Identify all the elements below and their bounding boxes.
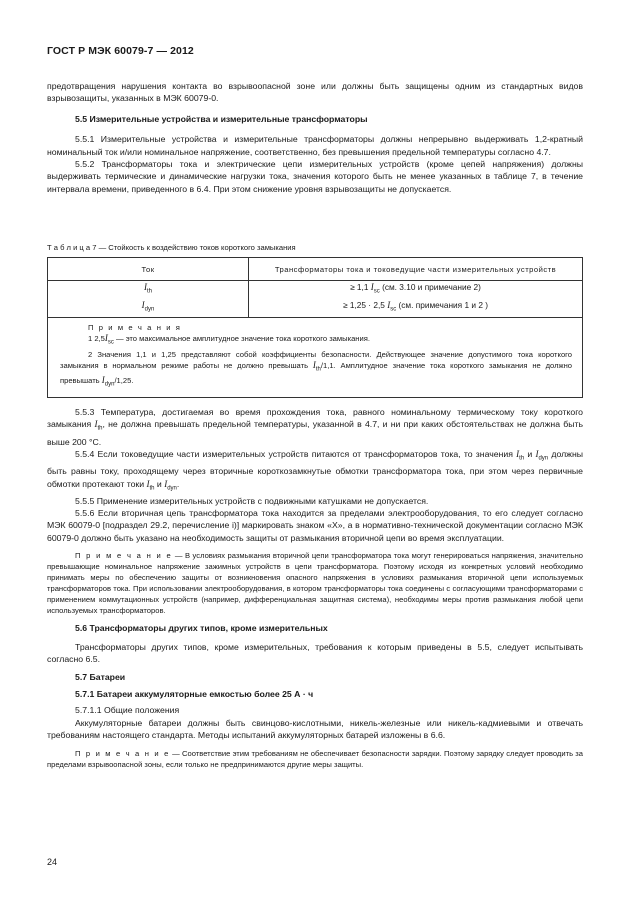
p554-sub-3: th: [149, 485, 155, 492]
p554-sym-4: I: [164, 478, 168, 489]
section-5-7-1-heading: 5.7.1 Батареи аккумуляторные емкостью более 25 А · ч: [75, 688, 314, 699]
p554-sub-4: dyn: [167, 485, 177, 492]
table-note-2: [60, 349, 572, 391]
symbol-ith-sub: th: [146, 289, 152, 295]
symbol-idyn: I: [141, 300, 145, 310]
p554-text-b: и: [524, 448, 536, 459]
p554-text-c: должны быть равны току, проходящему через вторичные короткозамкнутые обмотки трансформатора тока, при этом через первичные обмотки протекают токи: [47, 448, 584, 489]
note-label: П р и м е ч а н и е: [75, 551, 173, 561]
value-1-suffix: (см. 3.10 и примечание 2): [379, 282, 481, 293]
note-label: П р и м е ч а н и е: [75, 748, 170, 758]
symbol-idyn-sub: dyn: [144, 306, 155, 313]
value-2-sub: sc: [390, 306, 397, 313]
section-5-5-heading: 5.5 Измерительные устройства и измерительные трансформаторы: [75, 113, 368, 124]
p553-text-b: , не должна превышать предельной температуры, указанной в 4.7, и ни при каких обстоятельствах не должна быть выше 200 °С.: [47, 419, 584, 447]
value-2-suffix: (см. примечания 1 и 2 ): [396, 300, 489, 310]
body-top: [47, 80, 583, 195]
table-notes-cell: [48, 318, 583, 398]
table-notes-row: [48, 318, 583, 398]
note-2-text-b: /1,1. Амплитудное значение тока короткого замыкания не должно превышать: [60, 360, 573, 386]
note-1-symbol: I: [104, 333, 108, 343]
table-row: [48, 281, 583, 318]
col-header-transformers: Трансформаторы тока и токоведущие части измерительных устройств: [249, 258, 583, 281]
p554-text-a: 5.5.4 Если токоведущие части измерительных устройств питаются от трансформаторов тока, то значения: [75, 448, 517, 459]
value-1-prefix: ≥ 1,1: [350, 282, 371, 293]
paragraph-5-5-3: [47, 406, 583, 448]
value-1-symbol: I: [370, 282, 374, 293]
note-text: — В условиях размыкания вторичной цепи трансформатора тока могут генерироваться напряжения, значительно превышающие номинальное напряжение зажимных устройств в цепи трансформатора. Поэтому исходя из конкретных условий необходимо принимать меры по обеспечению защиты от возникновения опасного напряжения в условиях размыкания вторичной цепи используемых трансформаторов тока. При использовании электрооборудования, в котором трансформаторы тока соединены с согласующими трансформаторами с применением коммутационных устройств (например, дифференциальная защитная система), необходимы меры против размыкания любой цепи используемых трансформаторов.: [47, 551, 584, 616]
p554-text-e: .: [176, 478, 180, 489]
table-7: [47, 257, 583, 398]
note-2-sub-1: th: [315, 366, 321, 373]
paragraph-5-5-5: 5.5.5 Применение измерительных устройств с подвижными катушками не допускается.: [75, 495, 429, 506]
table-header-row: [48, 258, 583, 281]
table-caption-text: — Стойкость к воздействию токов короткого замыкания: [96, 243, 296, 252]
note-2-sub-2: dyn: [104, 381, 115, 388]
p554-text-d: и: [154, 478, 165, 489]
p553-text-a: 5.5.3 Температура, достигаемая во время прохождения тока, равного номинальному термическому току короткого замыкания: [47, 407, 583, 430]
note-1-prefix: 1 2,5: [88, 334, 105, 343]
values-cell: [249, 281, 583, 318]
p553-sub: th: [97, 426, 103, 433]
paragraph-5-5-6: 5.5.6 Если вторичная цепь трансформатора тока находится за пределами электрооборудования, то его следует согласно МЭК 60079-0 [подраздел 29.2, перечисление i)] маркировать знаком «X», а в нормативно-технической документации согласно МЭК 60079-0 должно быть указано на необходимость защиты от размыкания вторичной цепи во время эксплуатации.: [47, 508, 583, 543]
note-5-7: [47, 748, 583, 770]
value-2-prefix: ≥ 1,25 · 2,5: [342, 300, 388, 310]
p554-sub-2: dyn: [538, 455, 549, 462]
paragraph-5-6: Трансформаторы других типов, кроме измерительных, требования к которым приведены в 5.5, следует испытывать согласно 6.5.: [47, 641, 583, 665]
note-text: — Соответствие этим требованиям не обеспечивает безопасности зарядки. Поэтому зарядку следует проводить за пределами взрывоопасной зоны, если только не предпринимаются другие меры защиты.: [47, 748, 583, 769]
p554-sym-2: I: [535, 448, 539, 459]
section-5-7-heading: 5.7 Батареи: [75, 672, 126, 683]
table-7-caption: [47, 243, 296, 252]
body-bottom: [47, 406, 583, 770]
value-1-sub: sc: [373, 289, 380, 295]
table-caption-label: Т а б л и ц а 7: [47, 243, 97, 252]
paragraph-5-5-2: 5.5.2 Трансформаторы тока и электрические цепи измерительных устройств (кроме цепей напряжения) должны выдерживать термические и динамические нагрузки тока, значения которого быть не менее указанных в таблице 7, в течение интервала времени, приведенного в 6.4. При этом снижение уровня взрывозащиты не допускается.: [47, 159, 583, 194]
p554-sym-1: I: [516, 448, 520, 459]
section-5-6-heading: 5.6 Трансформаторы других типов, кроме измерительных: [75, 623, 328, 634]
value-2-symbol: I: [387, 300, 391, 310]
table-notes-label: П р и м е ч а н и я: [88, 323, 182, 332]
intro-paragraph: предотвращения нарушения контакта во взрывоопасной зоне или должны быть защищены одним из стандартных видов взрывозащиты, указанных в МЭК 60079-0.: [47, 81, 583, 104]
note-2-text-a: 2 Значения 1,1 и 1,25 представляют собой коэффициенты безопасности. Действующее значение допустимого тока короткого замыкания в нормальном режиме работы не должно превышать: [60, 349, 572, 370]
p553-symbol: I: [94, 419, 98, 430]
paragraph-5-7-1-1: 5.7.1.1 Общие положения: [75, 705, 180, 716]
note-2-symbol-2: I: [101, 375, 105, 386]
note-1-sub: sc: [107, 339, 114, 346]
paragraph-5-5-1: 5.5.1 Измерительные устройства и измерительные трансформаторы должны непрерывно выдерживать 1,2-кратный номинальный ток и/или номинальное напряжение, соответственно, без превышения предельной температуры согласно 4.7.: [47, 134, 583, 157]
symbol-ith: I: [143, 282, 147, 293]
paragraph-5-5-4: [47, 448, 583, 495]
current-symbols-cell: [48, 281, 249, 318]
col-header-current: Ток: [48, 258, 249, 281]
document-header: ГОСТ Р МЭК 60079-7 — 2012: [47, 45, 194, 57]
note-1-text: — это максимальное амплитудное значение тока короткого замыкания.: [113, 334, 370, 343]
page-number: 24: [47, 857, 58, 867]
note-2-text-c: /1,25.: [114, 376, 134, 386]
note-2-symbol-1: I: [312, 359, 316, 370]
note-5-5-6: [47, 550, 583, 616]
paragraph-batteries: Аккумуляторные батареи должны быть свинцово-кислотными, никель-железные или никель-кадмиевыми и отвечать требованиям настоящего стандарта. Методы испытаний аккумуляторных батарей изложены в 6.6.: [47, 717, 583, 741]
p554-sym-3: I: [146, 478, 150, 489]
table-note-1: [60, 333, 572, 349]
p554-sub-1: th: [519, 455, 525, 462]
